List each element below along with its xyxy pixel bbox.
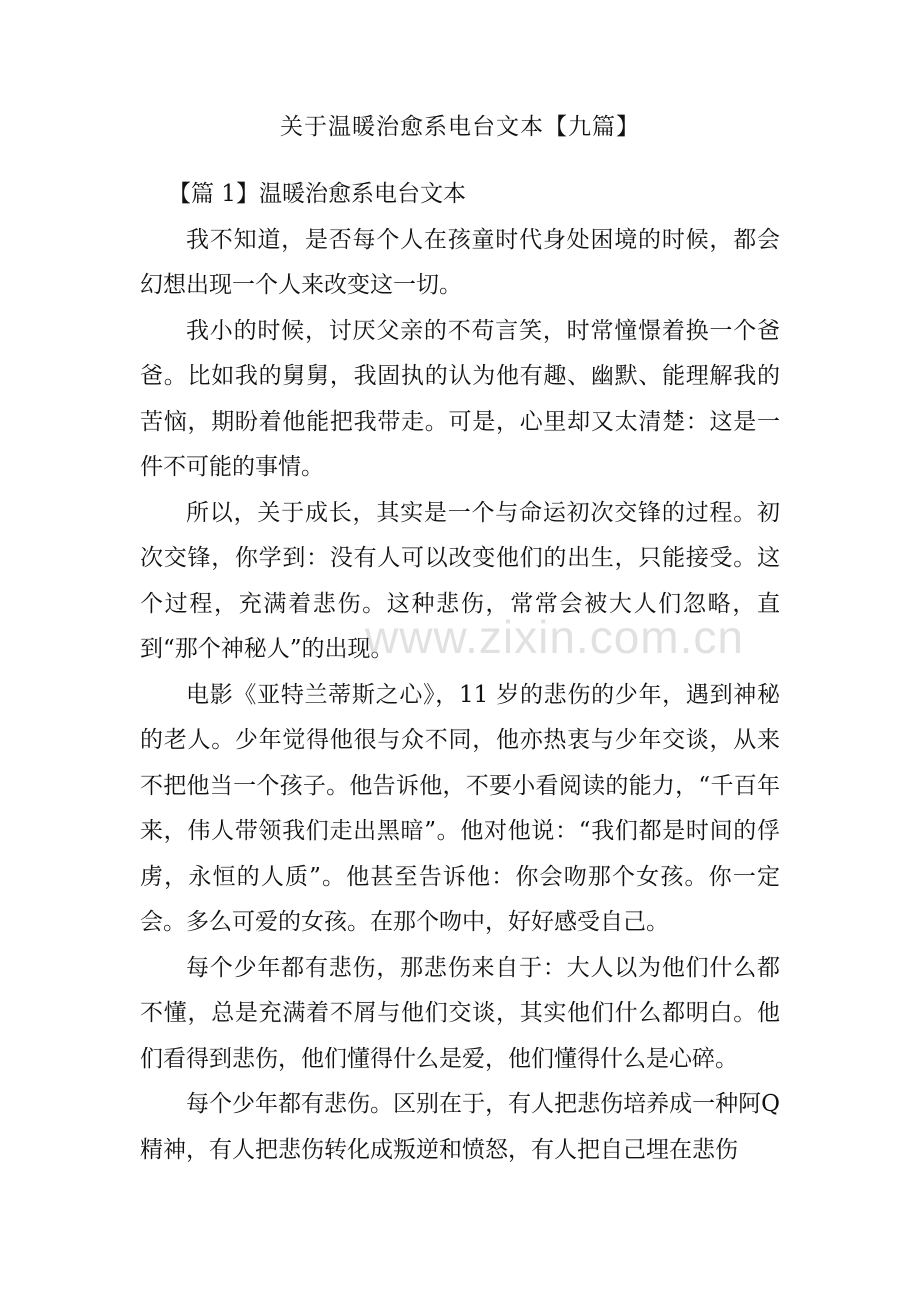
paragraph-3: 所以，关于成长，其实是一个与命运初次交锋的过程。初次交锋，你学到：没有人可以改变他们的出生，只能接受。这个过程，充满着悲伤。这种悲伤，常常会被大人们忽略，直到“那个神秘人”的出现。 <box>140 499 780 662</box>
paragraph-4: 电影《亚特兰蒂斯之心》，11 岁的悲伤的少年，遇到神秘的老人。少年觉得他很与众不同，他亦热衷与少年交谈，从来不把他当一个孩子。他告诉他，不要小看阅读的能力，“千百年来，伟人带领我们走出黑暗”。他对他说：“我们都是时间的俘虏，永恒的人质”。他甚至告诉他：你会吻那个女孩。你一定会。多么可爱的女孩。在那个吻中，好好感受自己。 <box>140 681 780 935</box>
section-heading: 【篇 1】温暖治愈系电台文本 <box>168 181 466 207</box>
paragraph-6: 每个少年都有悲伤。区别在于，有人把悲伤培养成一种阿Q 精神，有人把悲伤转化成叛逆和愤怒，有人把自己埋在悲伤 <box>140 1091 780 1163</box>
paragraph-1: 我不知道，是否每个人在孩童时代身处困境的时候，都会幻想出现一个人来改变这一切。 <box>140 226 780 298</box>
document-body <box>140 172 780 1173</box>
paragraph-5: 每个少年都有悲伤，那悲伤来自于：大人以为他们什么都不懂，总是充满着不屑与他们交谈，其实他们什么都明白。他们看得到悲伤，他们懂得什么是爱，他们懂得什么是心碎。 <box>140 954 780 1072</box>
watermark: www.zixin.com.cn <box>365 611 744 663</box>
paragraph-2: 我小的时候，讨厌父亲的不苟言笑，时常憧憬着换一个爸爸。比如我的舅舅，我固执的认为他有趣、幽默、能理解我的苦恼，期盼着他能把我带走。可是，心里却又太清楚：这是一件不可能的事情。 <box>140 317 780 480</box>
document-title: 关于温暖治愈系电台文本【九篇】 <box>280 114 640 140</box>
